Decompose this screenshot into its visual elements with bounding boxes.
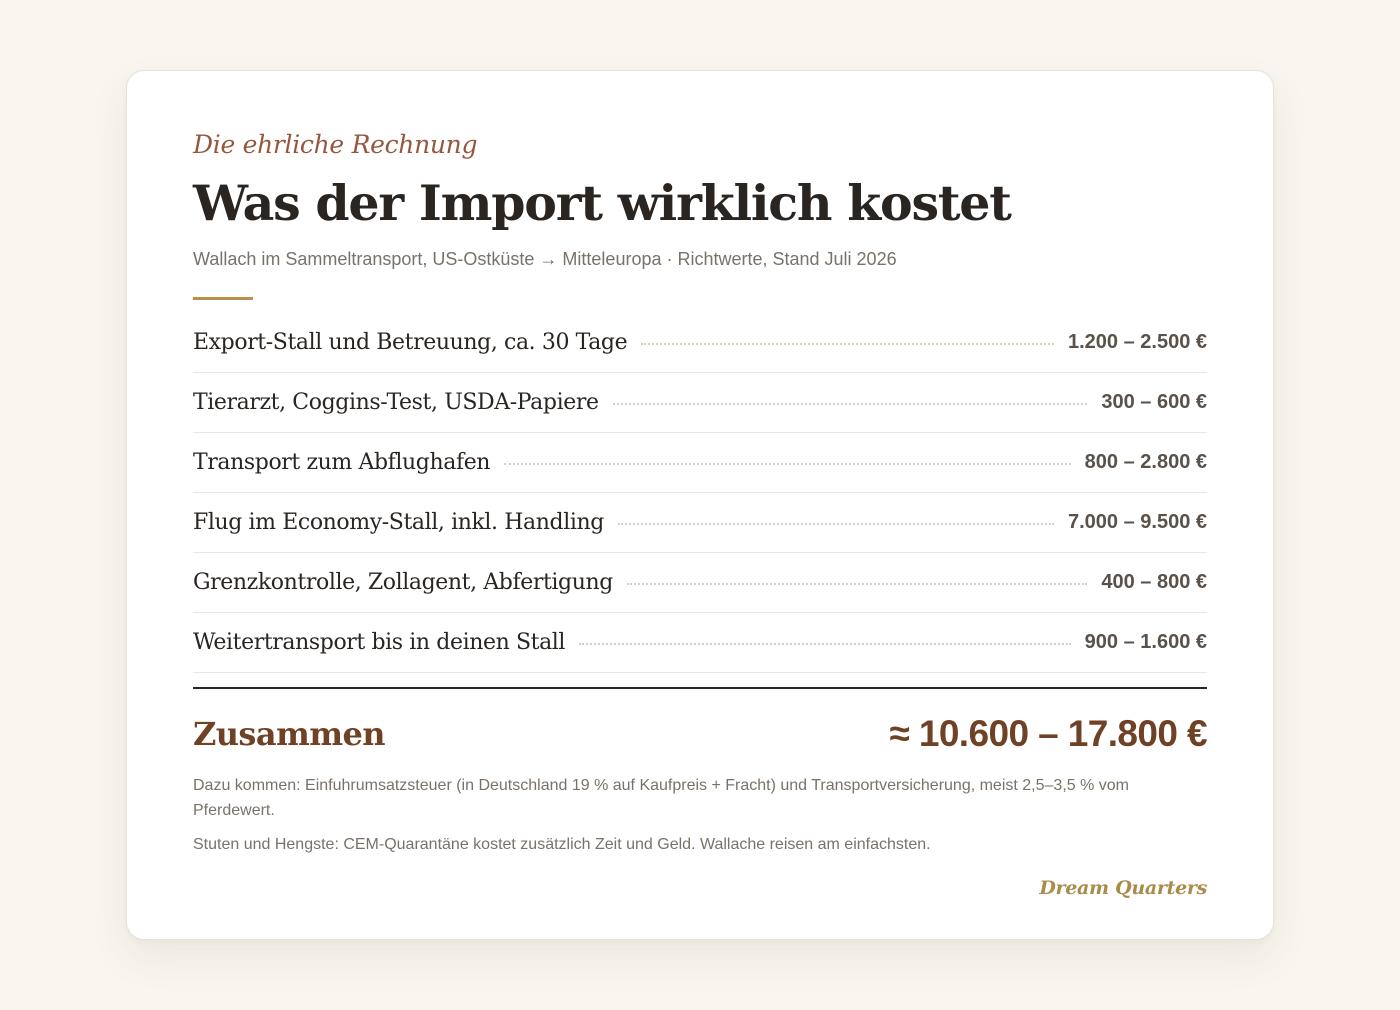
dot-leader — [627, 583, 1087, 585]
note-quarantine: Stuten und Hengste: CEM-Quarantäne kostet zusätzlich Zeit und Geld. Wallache reisen am einfachsten. — [193, 836, 931, 853]
cost-value: 800 – 2.800 € — [1084, 451, 1207, 473]
cost-value: 300 – 600 € — [1101, 391, 1207, 413]
cost-row — [193, 493, 1207, 553]
total-divider — [193, 687, 1207, 689]
cost-row — [193, 313, 1207, 373]
note-tax: Dazu kommen: Einfuhrumsatzsteuer (in Deutschland 19 % auf Kaufpreis + Fracht) und Transportversicherung, meist 2,5–3,5 % vom Pferdewert. — [193, 777, 1129, 819]
cost-list — [193, 313, 1207, 673]
total-row — [193, 709, 1207, 759]
cost-value: 400 – 800 € — [1101, 571, 1207, 593]
total-value: ≈ 10.600 – 17.800 € — [889, 713, 1207, 754]
accent-divider — [193, 297, 253, 300]
dot-leader — [504, 463, 1071, 465]
cost-label: Tierarzt, Coggins-Test, USDA-Papiere — [193, 390, 599, 415]
dot-leader — [641, 343, 1054, 345]
cost-value: 900 – 1.600 € — [1084, 631, 1207, 653]
cost-label: Transport zum Abflughafen — [193, 450, 491, 475]
cost-value: 1.200 – 2.500 € — [1067, 331, 1207, 353]
cost-label: Grenzkontrolle, Zollagent, Abfertigung — [193, 570, 613, 595]
cost-value: 7.000 – 9.500 € — [1067, 511, 1207, 533]
dot-leader — [618, 523, 1054, 525]
total-label: Zusammen — [193, 715, 385, 753]
cost-row — [193, 613, 1207, 673]
dot-leader — [579, 643, 1071, 645]
cost-label: Export-Stall und Betreuung, ca. 30 Tage — [193, 330, 628, 355]
subtitle: Wallach im Sammeltransport, US-Ostküste → Mitteleuropa · Richtwerte, Stand Juli 2026 — [193, 249, 897, 269]
cost-card — [126, 70, 1274, 940]
cost-label: Weitertransport bis in deinen Stall — [193, 630, 566, 655]
kicker: Die ehrliche Rechnung — [193, 130, 478, 159]
cost-label: Flug im Economy-Stall, inkl. Handling — [193, 510, 604, 535]
cost-row — [193, 373, 1207, 433]
page-title: Was der Import wirklich kostet — [193, 174, 1011, 232]
dot-leader — [613, 403, 1088, 405]
brand-signature: Dream Quarters — [1039, 877, 1207, 899]
cost-row — [193, 553, 1207, 613]
cost-row — [193, 433, 1207, 493]
